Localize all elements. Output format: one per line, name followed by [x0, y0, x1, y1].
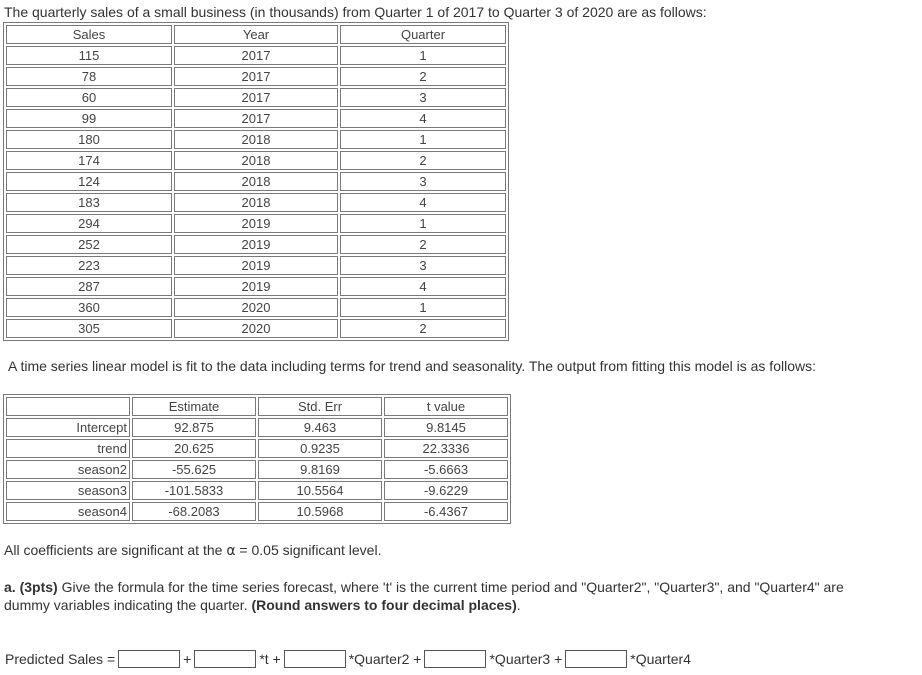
table-row: [6, 88, 506, 107]
table-cell: 3: [340, 256, 506, 275]
intro-text: The quarterly sales of a small business (in thousands) from Quarter 1 of 2017 to Quarter 3 of 2020 are as follows:: [4, 4, 707, 20]
coefficient-name: trend: [6, 439, 130, 458]
sales-data-table: [3, 22, 509, 341]
table-cell: 2: [340, 151, 506, 170]
table-cell: 22.3336: [384, 439, 508, 458]
table-cell: 2017: [174, 88, 338, 107]
table-row: [6, 439, 508, 458]
table-cell: 4: [340, 277, 506, 296]
model-header-cell: Std. Err: [258, 397, 382, 416]
quarter2-label: *Quarter2 +: [348, 651, 422, 667]
table-cell: 1: [340, 130, 506, 149]
table-cell: 2020: [174, 298, 338, 317]
table-cell: 287: [6, 277, 172, 296]
table-cell: 2: [340, 235, 506, 254]
coefficient-name: season4: [6, 502, 130, 521]
quarter2-input[interactable]: [284, 650, 346, 668]
table-cell: 183: [6, 193, 172, 212]
model-header-cell: t value: [384, 397, 508, 416]
table-cell: 2019: [174, 256, 338, 275]
table-cell: 1: [340, 214, 506, 233]
table-cell: 3: [340, 88, 506, 107]
table-row: [6, 256, 506, 275]
significance-text: All coefficients are significant at the α = 0.05 significant level.: [4, 542, 382, 559]
table-cell: 174: [6, 151, 172, 170]
table-cell: 2017: [174, 67, 338, 86]
table-cell: 2: [340, 319, 506, 338]
quarter4-label: *Quarter4: [630, 651, 691, 667]
table-cell: 9.8169: [258, 460, 382, 479]
model-header-row: [6, 397, 508, 416]
table-cell: -101.5833: [132, 481, 256, 500]
model-header-cell: Estimate: [132, 397, 256, 416]
table-row: [6, 67, 506, 86]
table-cell: 1: [340, 46, 506, 65]
formula-prefix: Predicted Sales =: [5, 651, 116, 667]
table-cell: 99: [6, 109, 172, 128]
table-cell: 2019: [174, 214, 338, 233]
question-label: a. (3pts): [4, 579, 58, 595]
table-cell: 2018: [174, 193, 338, 212]
table-cell: 2019: [174, 235, 338, 254]
trend-input[interactable]: [194, 650, 256, 668]
round-note: (Round answers to four decimal places): [251, 597, 517, 613]
table-cell: 305: [6, 319, 172, 338]
table-row: [6, 46, 506, 65]
table-row: [6, 151, 506, 170]
table-row: [6, 460, 508, 479]
table-cell: 3: [340, 172, 506, 191]
table-cell: 9.8145: [384, 418, 508, 437]
table-row: [6, 481, 508, 500]
formula-row: [4, 650, 692, 668]
table-cell: 60: [6, 88, 172, 107]
table-cell: 10.5564: [258, 481, 382, 500]
alpha-symbol: α: [226, 543, 236, 559]
question-text: a. (3pts) Give the formula for the time series forecast, where 't' is the current time period and "Quarter2", "Quarter3", and "Quarter4" are dummy variables indicating the quarter. (Round answers to four decimal places).: [4, 579, 844, 613]
plus-label: +: [183, 651, 192, 667]
table-cell: 2020: [174, 319, 338, 338]
table-cell: 2018: [174, 151, 338, 170]
table-cell: 78: [6, 67, 172, 86]
table-cell: 294: [6, 214, 172, 233]
sales-header-cell: Quarter: [340, 25, 506, 44]
table-cell: 115: [6, 46, 172, 65]
table-cell: 20.625: [132, 439, 256, 458]
table-cell: -68.2083: [132, 502, 256, 521]
table-row: [6, 130, 506, 149]
table-cell: 180: [6, 130, 172, 149]
table-cell: 9.463: [258, 418, 382, 437]
sales-header-cell: Year: [174, 25, 338, 44]
sales-header-row: [6, 25, 506, 44]
intercept-input[interactable]: [118, 650, 180, 668]
table-cell: 2018: [174, 172, 338, 191]
model-header-cell: [6, 397, 130, 416]
table-row: [6, 298, 506, 317]
coefficient-name: season3: [6, 481, 130, 500]
t-term-label: *t +: [259, 651, 281, 667]
table-cell: 252: [6, 235, 172, 254]
table-cell: 2019: [174, 277, 338, 296]
table-row: [6, 319, 506, 338]
table-cell: 2018: [174, 130, 338, 149]
table-cell: -5.6663: [384, 460, 508, 479]
table-cell: 1: [340, 298, 506, 317]
table-cell: 2: [340, 67, 506, 86]
table-row: [6, 418, 508, 437]
table-cell: 10.5968: [258, 502, 382, 521]
quarter4-input[interactable]: [565, 650, 627, 668]
table-row: [6, 235, 506, 254]
table-cell: 0.9235: [258, 439, 382, 458]
table-row: [6, 214, 506, 233]
table-cell: 124: [6, 172, 172, 191]
sales-header-cell: Sales: [6, 25, 172, 44]
coefficient-name: Intercept: [6, 418, 130, 437]
table-cell: 223: [6, 256, 172, 275]
table-row: [6, 277, 506, 296]
model-output-table: [3, 394, 511, 524]
table-cell: -6.4367: [384, 502, 508, 521]
table-cell: -55.625: [132, 460, 256, 479]
quarter3-input[interactable]: [424, 650, 486, 668]
table-row: [6, 193, 506, 212]
model-intro-text: A time series linear model is fit to the data including terms for trend and seasonality. The output from fitting this model is as follows:: [8, 358, 816, 374]
table-cell: -9.6229: [384, 481, 508, 500]
table-row: [6, 109, 506, 128]
quarter3-label: *Quarter3 +: [489, 651, 563, 667]
table-cell: 4: [340, 109, 506, 128]
table-row: [6, 172, 506, 191]
table-cell: 360: [6, 298, 172, 317]
table-cell: 4: [340, 193, 506, 212]
table-cell: 2017: [174, 109, 338, 128]
table-cell: 92.875: [132, 418, 256, 437]
coefficient-name: season2: [6, 460, 130, 479]
table-cell: 2017: [174, 46, 338, 65]
table-row: [6, 502, 508, 521]
